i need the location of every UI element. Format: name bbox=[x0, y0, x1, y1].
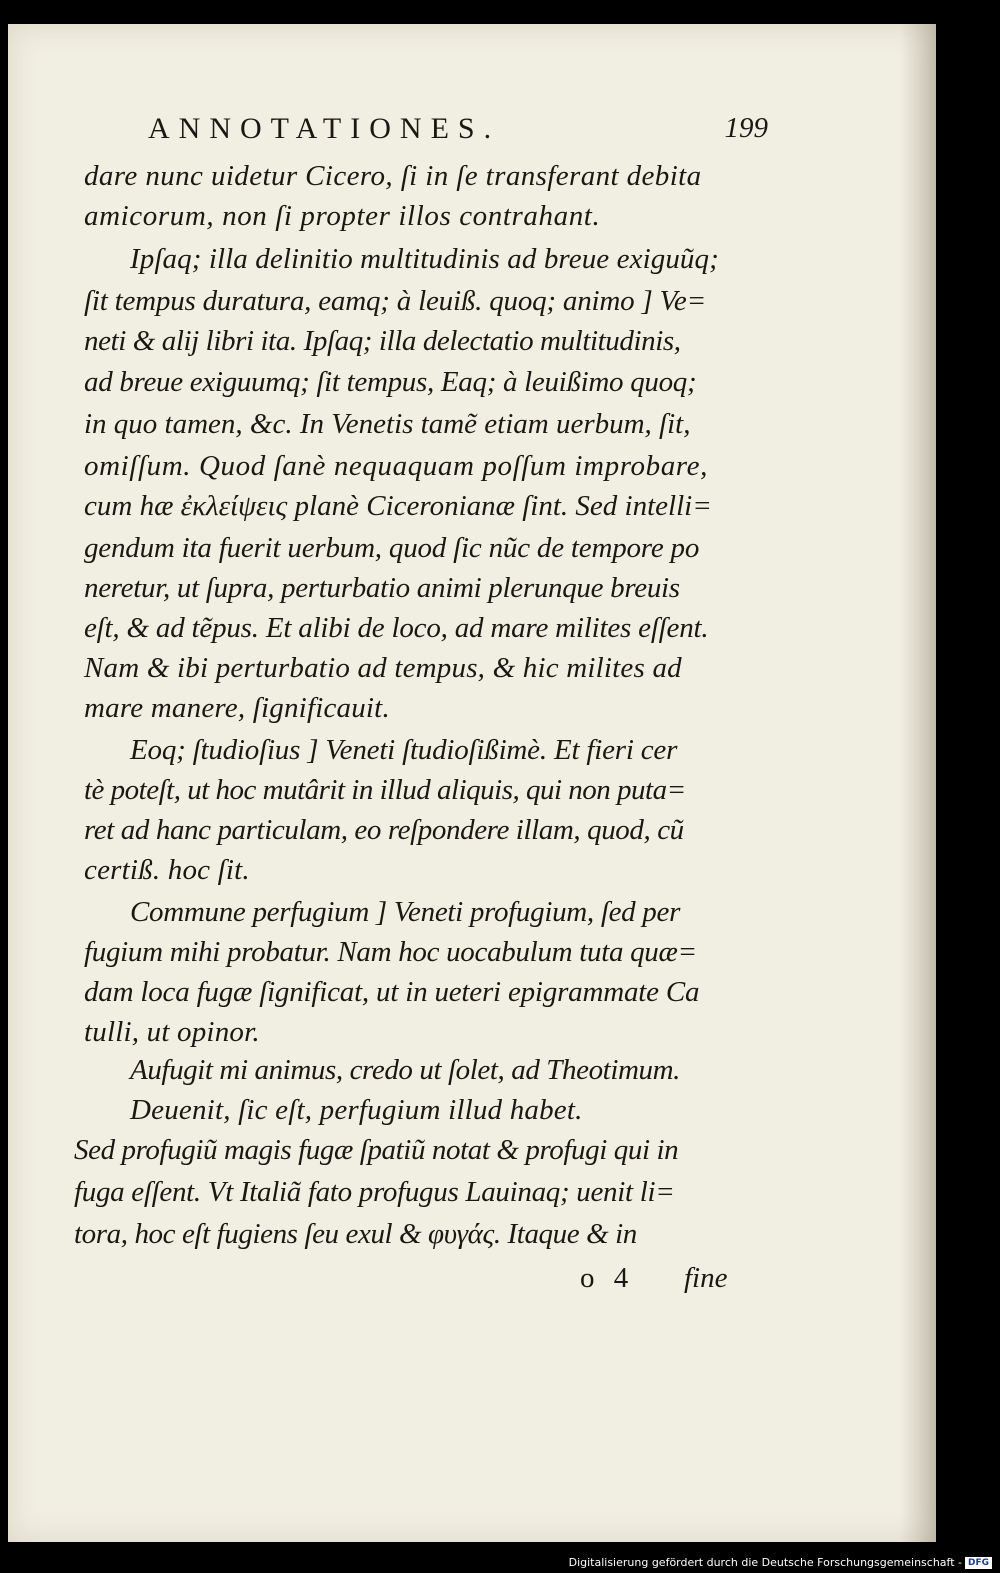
text-line: mare manere, ſignificauit. bbox=[84, 692, 390, 724]
text-line: neretur, ut ſupra, perturbatio animi plerunque breuis bbox=[84, 572, 680, 604]
text-line: certiß. hoc ſit. bbox=[84, 854, 250, 886]
text-line: ret ad hanc particulam, eo reſpondere illam, quod, cũ bbox=[84, 814, 684, 846]
text-line: Nam & ibi perturbatio ad tempus, & hic milites ad bbox=[84, 652, 682, 684]
text-line: Aufugit mi animus, credo ut ſolet, ad Theotimum. bbox=[130, 1054, 681, 1086]
page-number: 199 bbox=[724, 112, 768, 144]
signature-mark: o 4 bbox=[580, 1262, 635, 1294]
text-line: cum hæ ἐκλείψεις planè Ciceronianæ ſint. Sed intelli= bbox=[84, 490, 712, 522]
text-line: neti & alij libri ita. Ipſaq; illa delectatio multitudinis, bbox=[84, 325, 681, 357]
text-line: Commune perfugium ] Veneti profugium, ſed per bbox=[130, 896, 681, 928]
text-line: Eoq; ſtudioſius ] Veneti ſtudioſißimè. Et fieri cer bbox=[130, 734, 678, 766]
text-line: eſt, & ad tẽpus. Et alibi de loco, ad mare milites eſſent. bbox=[84, 612, 709, 644]
text-line: fuga eſſent. Vt Italiã fato profugus Lauinaq; uenit li= bbox=[74, 1176, 675, 1208]
digitization-footer bbox=[569, 1556, 992, 1569]
text-line: in quo tamen, &c. In Venetis tamẽ etiam uerbum, ſit, bbox=[84, 408, 691, 440]
text-line: Sed profugiũ magis fugæ ſpatiũ notat & profugi qui in bbox=[74, 1134, 679, 1166]
text-line: Ipſaq; illa delinitio multitudinis ad breue exiguũq; bbox=[130, 243, 719, 275]
text-line: tulli, ut opinor. bbox=[84, 1016, 260, 1048]
text-line: gendum ita fuerit uerbum, quod ſic nũc de tempore po bbox=[84, 532, 700, 564]
catchword: fine bbox=[684, 1262, 728, 1294]
text-line: dam loca fugæ ſignificat, ut in ueteri epigrammate Ca bbox=[84, 976, 700, 1008]
text-line: Deuenit, ſic eſt, perfugium illud habet. bbox=[130, 1094, 583, 1126]
text-line: tora, hoc eſt fugiens ſeu exul & φυγάς. Itaque & in bbox=[74, 1218, 637, 1250]
text-line: tè poteſt, ut hoc mutârit in illud aliquis, qui non puta= bbox=[84, 774, 686, 806]
dfg-logo-icon: DFG bbox=[965, 1557, 992, 1569]
page-header bbox=[148, 112, 768, 152]
text-line: dare nunc uidetur Cicero, ſi in ſe transferant debita bbox=[84, 160, 702, 192]
running-title: ANNOTATIONES. bbox=[148, 112, 501, 145]
funding-note: Digitalisierung gefördert durch die Deutsche Forschungsgemeinschaft - bbox=[568, 1556, 962, 1569]
text-line: ſit tempus duratura, eamq; à leuiß. quoq; animo ] Ve= bbox=[84, 285, 706, 317]
text-line: ad breue exiguumq; ſit tempus, Eaq; à leuißimo quoq; bbox=[84, 366, 697, 398]
text-line: omiſſum. Quod ſanè nequaquam poſſum improbare, bbox=[84, 450, 708, 482]
text-line: fugium mihi probatur. Nam hoc uocabulum tuta quæ= bbox=[84, 936, 697, 968]
text-line: amicorum, non ſi propter illos contrahant. bbox=[84, 200, 601, 232]
